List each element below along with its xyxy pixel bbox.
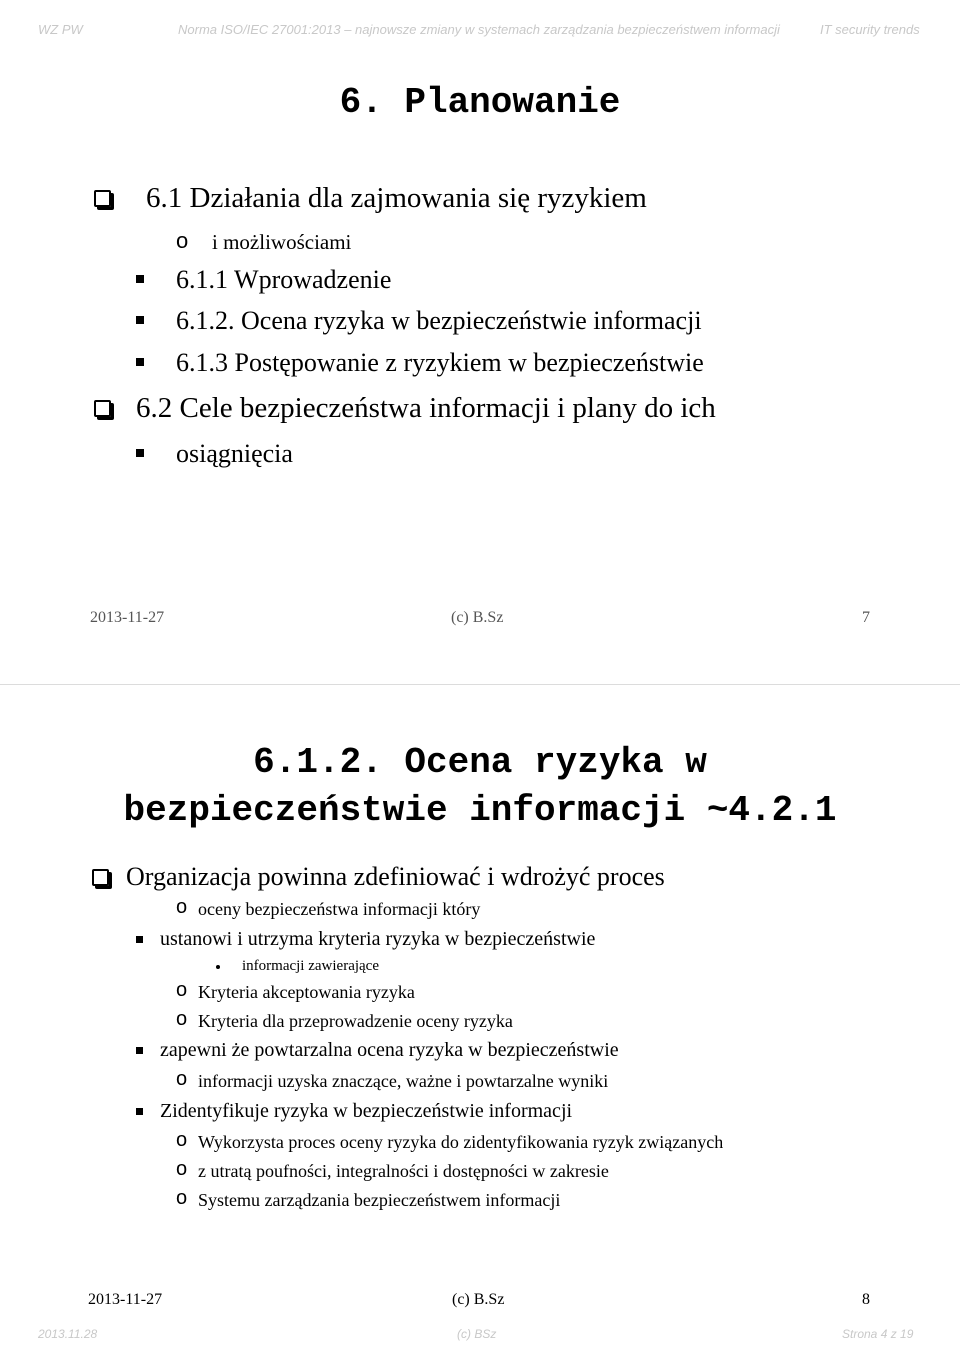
checkbox-bullet-icon <box>94 190 111 207</box>
page-divider <box>0 684 960 685</box>
slide-title-line-2: bezpieczeństwie informacji ~4.2.1 <box>123 790 837 831</box>
header-left: WZ PW <box>38 22 83 37</box>
slide-title: 6. Planowanie <box>339 82 621 123</box>
ring-bullet-icon: o <box>176 1008 188 1030</box>
ring-bullet-icon: o <box>176 228 189 253</box>
dot-bullet-icon <box>216 965 220 969</box>
page-footer-page-number: Strona 4 z 19 <box>842 1327 914 1341</box>
checkbox-bullet-icon <box>92 869 109 886</box>
slide-footer-date: 2013-11-27 <box>90 609 165 626</box>
ring-bullet-icon: o <box>176 1158 188 1180</box>
slide-7: 6. Planowanie 6.1 Działania dla zajmowania się ryzykiem o i możliwościami 6.1.1 Wprowadzenie 6.1.2. Ocena ryzyka w bezpieczeństwie informacji 6.1.3 Postępowanie z ryzykiem w bezpieczeństwie 6.2 Cele bezpieczeństwa informacji i plany do ich osiągnięcia 2013-11-27 (c) B.Sz 7 <box>0 60 960 685</box>
slide-footer-author: (c) B.Sz <box>451 609 504 626</box>
square-bullet-icon <box>136 936 143 943</box>
ring-bullet-icon: o <box>176 979 188 1001</box>
ring-bullet-icon: o <box>176 896 188 918</box>
slide-footer-page: 8 <box>862 1291 870 1308</box>
square-bullet-icon <box>136 316 144 324</box>
page-footer-date: 2013.11.28 <box>38 1327 98 1341</box>
slide-footer-page: 7 <box>862 609 870 626</box>
ring-bullet-icon: o <box>176 1187 188 1209</box>
square-bullet-icon <box>136 275 144 283</box>
slide-8: 6.1.2. Ocena ryzyka w bezpieczeństwie informacji ~4.2.1 Organizacja powinna zdefiniować i wdrożyć proces o oceny bezpieczeństwa informacji który ustanowi i utrzyma kryteria ryzyka w bezpieczeństwie informacji zawierające o Kryteria akceptowania ryzyka o Kryteria dla przeprowadzenie oceny ryzyka zapewni że powtarzalna ocena ryzyka w bezpieczeństwie o informacji uzyska znaczące, ważne i powtarzalne wyniki Zidentyfikuje ryzyka w bezpieczeństwie informacji o Wykorzysta proces oceny ryzyka do zidentyfikowania ryzyk związanych o z utratą poufności, integralności i dostępności w zakresie o Systemu zarządzania bezpieczeństwem informacji 2013-11-27 (c) B.Sz 8 <box>0 686 960 1326</box>
header-right: IT security trends <box>820 22 920 37</box>
square-bullet-icon <box>136 449 144 457</box>
checkbox-bullet-icon <box>94 400 111 417</box>
square-bullet-icon <box>136 358 144 366</box>
square-bullet-icon <box>136 1108 143 1115</box>
page-footer-author: (c) BSz <box>457 1327 497 1341</box>
header-center: Norma ISO/IEC 27001:2013 – najnowsze zmiany w systemach zarządzania bezpieczeństwem informacji <box>178 22 780 37</box>
slide-footer-date: 2013-11-27 <box>88 1291 163 1308</box>
slide-title-line-1: 6.1.2. Ocena ryzyka w <box>253 742 707 783</box>
square-bullet-icon <box>136 1047 143 1054</box>
slide-footer-author: (c) B.Sz <box>452 1291 505 1308</box>
ring-bullet-icon: o <box>176 1068 188 1090</box>
ring-bullet-icon: o <box>176 1129 188 1151</box>
